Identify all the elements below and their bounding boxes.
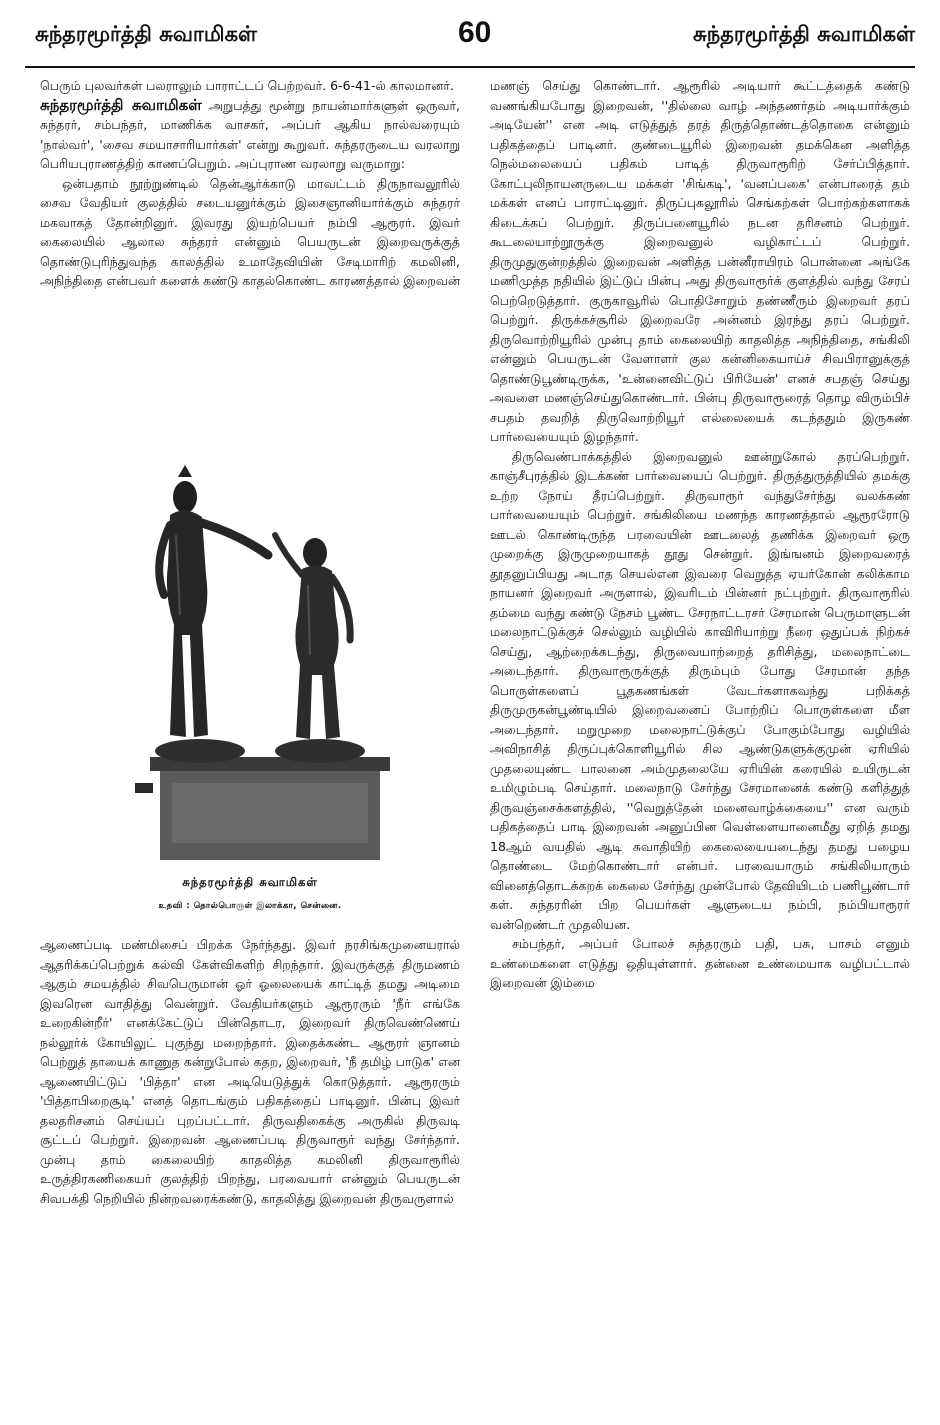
figure-caption: சுந்தரமூர்த்தி சுவாமிகள் — [182, 875, 318, 889]
pedestal-ring — [135, 783, 153, 793]
running-title-left: சுந்தரமூர்த்தி சுவாமிகள் — [35, 22, 257, 46]
entry-heading: சுந்தரமூர்த்தி சுவாமிகள் — [40, 95, 202, 114]
statue-body-left — [167, 510, 208, 737]
figure-credit: உதவி : தொல்பொருள் இலாக்கா, சென்னை. — [158, 901, 342, 911]
lotus-base-left — [155, 739, 245, 763]
pedestal-panel — [172, 783, 368, 843]
left-column-top — [40, 76, 460, 291]
running-title-right: சுந்தரமூர்த்தி சுவாமிகள் — [693, 22, 915, 46]
page-number: 60 — [458, 16, 492, 49]
statue-head-right — [303, 538, 327, 568]
lotus-base-right — [275, 739, 365, 763]
paragraph: சம்பந்தர், அப்பர் போலச் சுந்தரரும் பதி, பசு, பாசம் எனும் உண்மைகளை எடுத்து ஒதியுள்ளார். தன்னை உண்மையாக வழிபட்டால் இறைவன் இம்மை — [490, 936, 910, 990]
header-divider — [25, 66, 915, 68]
right-column — [490, 76, 910, 993]
paragraph: ஆணைப்படி மண்மிசைப் பிறக்க நேர்ந்தது. இவர் நரசிங்கமுனையரால் ஆதரிக்கப்பெற்றுக் கல்வி கேள்விகளிற் சிறந்தார். இவருக்குத் திருமணம் ஆகும் சமயத்தில் சிவபெருமான் ஓர் ஓலையைக் காட்டித் தமது அடிமை இவரென வாதித்து வென்றுர். வேதியர்களும் ஆரூரரும் 'நீர் எங்கே உறைகின்றீர்' எனக்கேட்டுப் பின்தொடர, இறைவர் திருவெண்ணெய் நல்லூர்க் கோயிலுட் புகுந்து மறைந்தார். இதைக்கண்ட ஆரூரர் ஞானம் பெற்றுத் தாயைக் காணுத கன்றுபோல் கதற, இறைவர், 'நீ தமிழ் பாடுக' என ஆணையிட்டுப் 'பித்தா' என அடியெடுத்துக் கொடுத்தார். ஆரூரரும் 'பித்தாபிறைசூடி' எனத் தொடங்கும் பதிகத்தைப் பாடினுர். பின்பு இவர் தலதரிசனம் செய்யப் புறப்பட்டார். திருவதிகைக்கு அருகில் திருவடி சூட்டப் பெற்றுர். இறைவன் ஆணைப்படி திருவாரூர் வந்து சேர்ந்தார். முன்பு தாம் கைலையிற் காதலித்த கமலினி திருவாரூரில் உருத்திரகணிகையர் குலத்திற் பிறந்து, பரவையார் என்னும் பெயருடன் சிவபக்தி நெறியில் நின்றவரைக்கண்டு, காதலித்து இறைவன் திருவருளால் — [40, 937, 460, 1206]
paragraph: ஒன்பதாம் நூற்றுண்டில் தென்ஆர்க்காடு மாவட்டம் திருநாவலூரில் சைவ வேதியர் குலத்தில் சடையனுர்க்கும் இசைஞானியார்க்கும் சுந்தரர் மகவாகத் தோன்றினுர். இவரது இயற்பெயர் நம்பி ஆரூரர். இவர் கைலையில் ஆலால சுந்தரர் என்னும் பெயருடன் இறைவருக்குத் தொண்டுபுரிந்துவந்த காலத்தில் உமாதேவியின் சேடிமாரிற் கமலினி, அநிந்திதை என்பவர் களைக் கண்டு காதல்கொண்ட காரணத்தால் இறைவன் — [40, 175, 460, 288]
paragraph: அறுபத்து மூன்று நாயன்மார்களுள் ஒருவர், சுந்தரர், சம்பந்தர், மாணிக்க வாசகர், அப்பர் ஆகிய நால்வரையும் 'நால்வர்', 'சைவ சமயாசாரியார்கள்' என்று கூறுவர். சுந்தரருடைய வரலாறு பெரியபுராணத்திற் காணப்பெறும். அப்புராண வரலாறு வருமாறு: — [40, 97, 460, 171]
paragraph: பெரும் புலவர்கள் பலராலும் பாராட்டப் பெற்றவர். 6-6-41-ல் காலமானர். — [40, 78, 454, 93]
statue-head-left — [173, 481, 197, 513]
page-header — [0, 0, 940, 60]
bronze-statue-image — [90, 465, 430, 865]
left-column-bottom — [40, 935, 460, 1208]
figure-caption-block — [40, 875, 460, 912]
paragraph: மணஞ் செய்து கொண்டார். ஆரூரில் அடியார் கூட்டத்தைக் கண்டு வணங்கியபோது இறைவன், ''தில்லை வாழ் அந்தணர்தம் அடியார்க்கும் அடியேன்'' என அடி எடுத்துத் தரத் திருத்தொண்டத்தொகை என்னும் பதிகத்தைப் பாடினர். குண்டையூரில் இறைவன் தமக்கென அளித்த நெல்மலையைப் பதிகம் பாடித் திருவாரூரிற் சேர்ப்பித்தார். கோட்புலிநாயனருடைய மக்கள் 'சிங்கடி', 'வனப்பகை' என்பாரைத் தம் மக்கள் எனப் பாராட்டினுர். திருப்புகலூரில் செங்கற்கள் பொற்கற்களாகக் கிடைக்கப் பெற்றுர். திருப்பனையூரில் நடன தரிசனம் பெற்றுர். கூடலையாற்றூருக்கு இறைவனுல் வழிகாட்டப் பெற்றுர். திருமுதுகுன்றத்தில் இறைவன் அளித்த பன்னீராயிரம் பொன்னை அங்கே மணிமுத்த நதியில் இட்டுப் பின்பு அது திருவாரூர்க் குளத்தில் வந்து சேரப் பெற்றெடுத்தார். குருகாவூரில் பொதிசோறும் தண்ணீரும் இறைவர் தரப் பெற்றுர். திருக்கச்சூரில் இறைவரே அன்னம் இரந்து தரப் பெற்றுர். திருவொற்றியூரில் முன்பு தாம் கைலையிற் காதலித்த அநிந்திதை, சங்கிலி என்னும் பெயருடன் வேளாளர் குல கன்னிகையாய்ச் சிவபிரானுக்குத் தொண்டுபூண்டிருக்க, 'உன்னைவிட்டுப் பிரியேன்' எனச் சபதஞ் செய்து அவளை மணஞ்செய்துகொண்டார். பின்பு திருவாரூரைத் தொழ விரும்பிச் சபதம் தவறித் திருவொற்றியூர் எல்லையைக் கடந்ததும் இருகண் பார்வையையும் இழந்தார். — [490, 78, 910, 444]
paragraph: திருவெண்பாக்கத்தில் இறைவனுல் ஊன்றுகோல் தரப்பெற்றுர். காஞ்சீபுரத்தில் இடக்கண் பார்வையைப் பெற்றுர். திருத்துருத்தியில் தமக்கு உற்ற நோய் தீரப்பெற்றுர். திருவாரூர் வந்துசேர்ந்து வலக்கண் பார்வையையும் பெற்றுர். சங்கிலியை மணந்த காரணத்தால் ஆரூரரோடு ஊடல் கொண்டிருந்த பரவையின் ஊடலைத் தணிக்க இறைவர் ஒரு முறைக்கு இருமுறையாகத் தூது சென்றுர். இங்ஙனம் இறைவரைத் தூதனுப்பியது அடாத செயல்என இவரை வெறுத்த ஏயர்கோன் கலிக்காம நாயனர் இறைவர் அருளால், இவரிடம் பின்னர் நட்புற்றுர். திருவாரூரில் தம்மை வந்து கண்டு நேசம் பூண்ட சேரநாட்டரசர் சேரமான் பெருமாளுடன் மலைநாட்டுக்குச் செல்லும் வழியில் காவிரியாற்று நீரை ஒதுப்பக் நிற்கச் செய்து, ஆற்றைக்கடந்து, திருவையாற்றைத் தரிசித்து, மலைநாட்டை அடைந்தார். திருவாரூருக்குத் திரும்பும் போது சேரமான் தந்த பொருள்களைப் பூதகணங்கள் வேடர்களாகவந்து பறிக்கத் திருமுருகன்பூண்டியில் இறைவனைப் போற்றிப் பொருள்களை மீள அடைந்தார். மறுமுறை மலைநாட்டுக்குப் போகும்போது வழியில் அவிநாசித் திருப்புக்கொளியூரில் சில ஆண்டுகளுக்குமுன் ஏரியில் முதலையுண்ட பாலனை அம்முதலையே ஏரியின் கரையில் உயிருடன் உமிழும்படி செய்தார். மலைநாடு சேர்ந்து சேரமானைக் கண்டு களித்துத் திருவஞ்சைக்களத்தில், ''வெறுத்தேன் மனைவாழ்க்கையை'' என வரும் பதிகத்தைப் பாடி இறைவன் அனுப்பின வெள்ளையானைமீது ஏறித் தமது 18ஆம் வயதில் ஆடி சுவாதியிற் கைலையையடைந்து தமது பழைய தொண்டை மேற்கொண்டார் என்பர். பரவையாரும் சங்கிலியாரும் வினைத்தொடக்கறக் கைலை சேர்ந்து முன்போல் தேவியிடம் பணிபூண்டார் கள். சுந்தரரின் பிற பெயர்கள் ஆளுடைய நம்பி, நம்பியாரூரர் வன்றெண்டர் முதலியன. — [490, 448, 910, 932]
statue-arm-left — [202, 523, 268, 555]
statue-body-right — [295, 565, 340, 739]
